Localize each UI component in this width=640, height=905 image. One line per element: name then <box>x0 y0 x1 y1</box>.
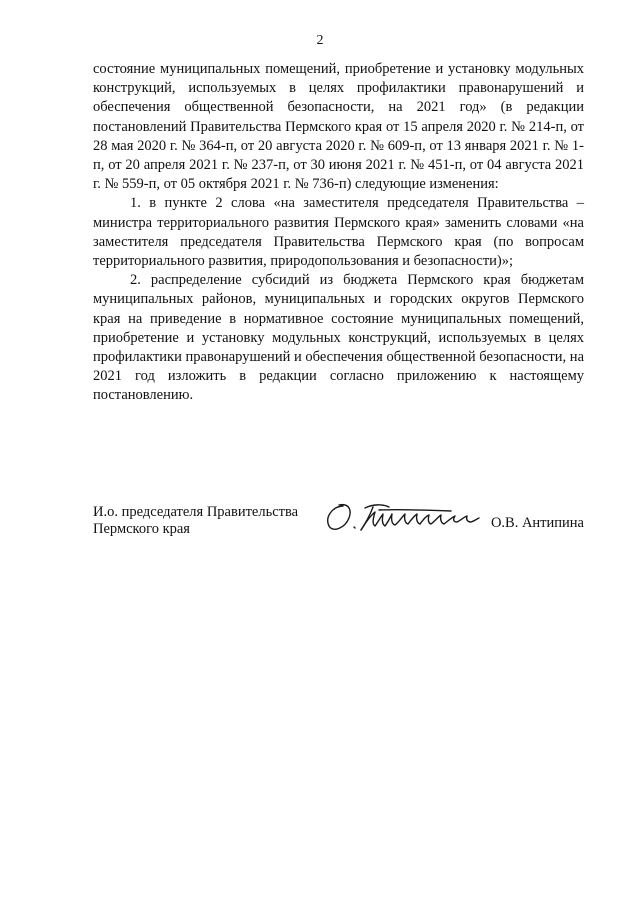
signer-title-line-2: Пермского края <box>93 520 190 537</box>
signature-block <box>93 500 584 540</box>
signer-name: О.В. Антипина <box>490 515 584 531</box>
intro-paragraph: состояние муниципальных помещений, приобретение и установку модульных конструкций, используемых в целях профилактики правонарушений и обеспечения общественной безопасности, на 2021 год» (в редакции постановлений Правительства Пермского края от 15 апреля 2020 г. № 214-п, от 28 мая 2020 г. № 364-п, от 20 августа 2020 г. № 609-п, от 13 января 2021 г. № 1-п, от 20 апреля 2021 г. № 237-п, от 30 июня 2021 г. № 451-п, от 04 августа 2021 г. № 559-п, от 05 октября 2021 г. № 736-п) следующие изменения: <box>93 61 584 193</box>
amendment-item-1: 1. в пункте 2 слова «на заместителя председателя Правительства – министра территориального развития Пермского края» заменить словами «на заместителя председателя Правительства Пермского края (по вопросам территориального развития, природопользования и безопасности)»; <box>93 195 584 270</box>
page-number: 2 <box>316 33 324 48</box>
signer-title-line-1: И.о. председателя Правительства <box>93 504 299 520</box>
amendment-item-2: 2. распределение субсидий из бюджета Пермского края бюджетам муниципальных районов, муниципальных и городских округов Пермского края на приведение в нормативное состояние муниципальных помещений, приобретение и установку модульных конструкций, используемых в целях профилактики правонарушений и обеспечения общественной безопасности, на 2021 год изложить в редакции согласно приложению к настоящему постановлению. <box>93 272 584 404</box>
handwritten-signature <box>321 500 481 534</box>
document-body <box>93 60 584 406</box>
signer-title <box>93 504 323 537</box>
